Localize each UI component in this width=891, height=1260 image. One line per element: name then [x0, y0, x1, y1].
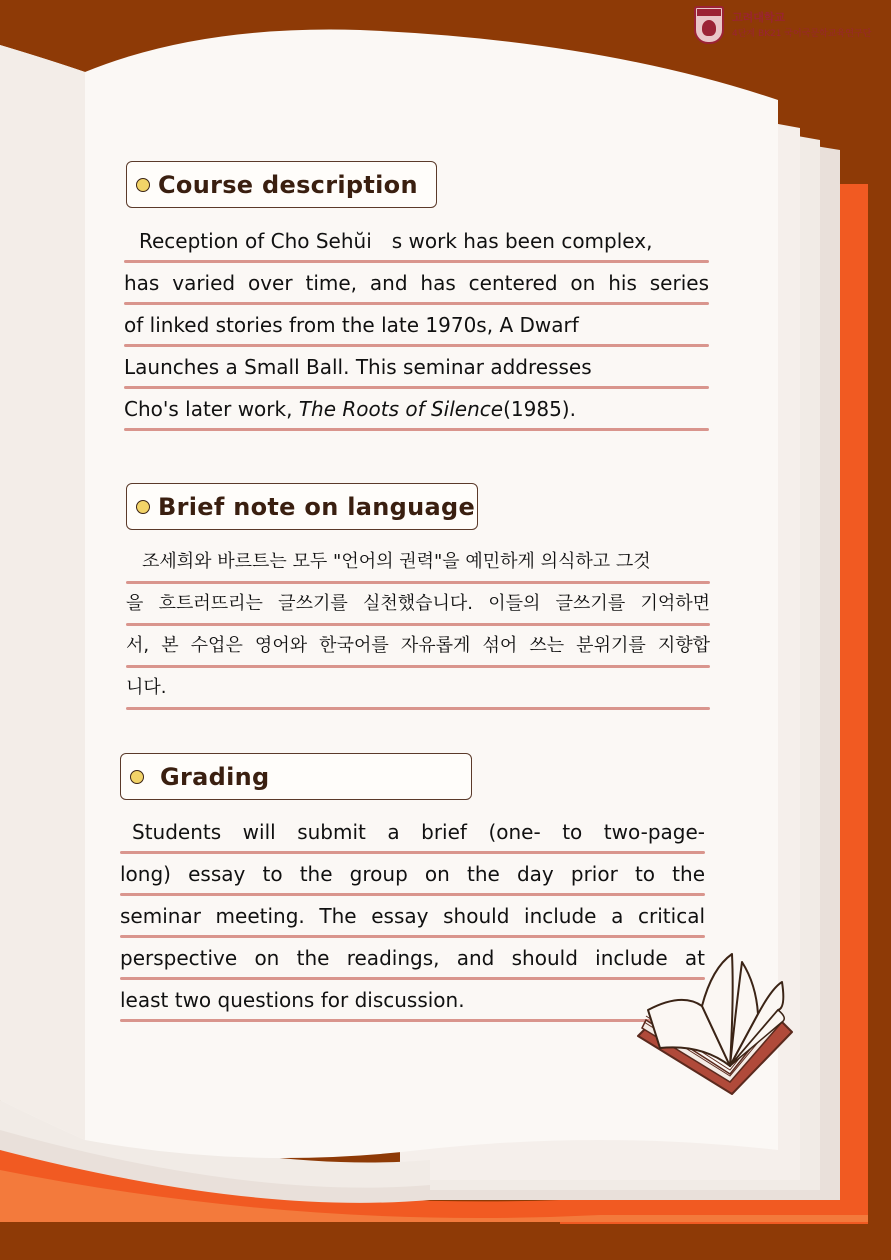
- language-line-2: 을 흐트러뜨리는 글쓰기를 실천했습니다. 이들의 글쓰기를 기억하면: [126, 585, 710, 627]
- grading-line-3: seminar meeting. The essay should include a critical: [120, 897, 705, 939]
- course-line-4: Launches a Small Ball. This seminar addresses: [124, 348, 709, 390]
- bullet-dot-icon: [136, 178, 150, 192]
- grading-body: [120, 813, 705, 1025]
- grading-heading: Grading: [120, 753, 472, 800]
- language-line-4: 니다.: [126, 669, 710, 711]
- university-logo: [694, 6, 890, 48]
- logo-line-1: 고려대학교: [732, 11, 786, 24]
- course-description-heading: Course description: [126, 161, 437, 208]
- language-note-heading: Brief note on language: [126, 483, 478, 530]
- grading-line-2: long) essay to the group on the day prior to the: [120, 855, 705, 897]
- logo-line-2: 4단계 BK21 국어국문학교육연구단: [732, 29, 872, 39]
- university-seal-icon: [694, 6, 724, 44]
- grading-line-5: least two questions for discussion.: [120, 981, 705, 1023]
- course-line-3: of linked stories from the late 1970s, A Dwarf: [124, 306, 709, 348]
- grading-line-4: perspective on the readings, and should include at: [120, 939, 705, 981]
- grading-line-1: Students will submit a brief (one- to two-page-: [120, 813, 705, 855]
- language-line-1: 조세희와 바르트는 모두 "언어의 권력"을 예민하게 의식하고 그것: [126, 543, 710, 585]
- language-line-3: 서, 본 수업은 영어와 한국어를 자유롭게 섞어 쓰는 분위기를 지향합: [126, 627, 710, 669]
- bullet-dot-icon: [130, 770, 144, 784]
- book-title-italic: The Roots of Silence: [298, 397, 504, 421]
- course-description-body: [124, 222, 709, 432]
- course-line-5: Cho's later work, The Roots of Silence(1985).: [124, 390, 709, 432]
- bullet-dot-icon: [136, 500, 150, 514]
- course-line-1: Reception of Cho Sehŭi s work has been complex,: [124, 222, 709, 264]
- book-icon: [632, 948, 798, 1098]
- language-note-body: [126, 543, 710, 711]
- course-line-2: has varied over time, and has centered on his series: [124, 264, 709, 306]
